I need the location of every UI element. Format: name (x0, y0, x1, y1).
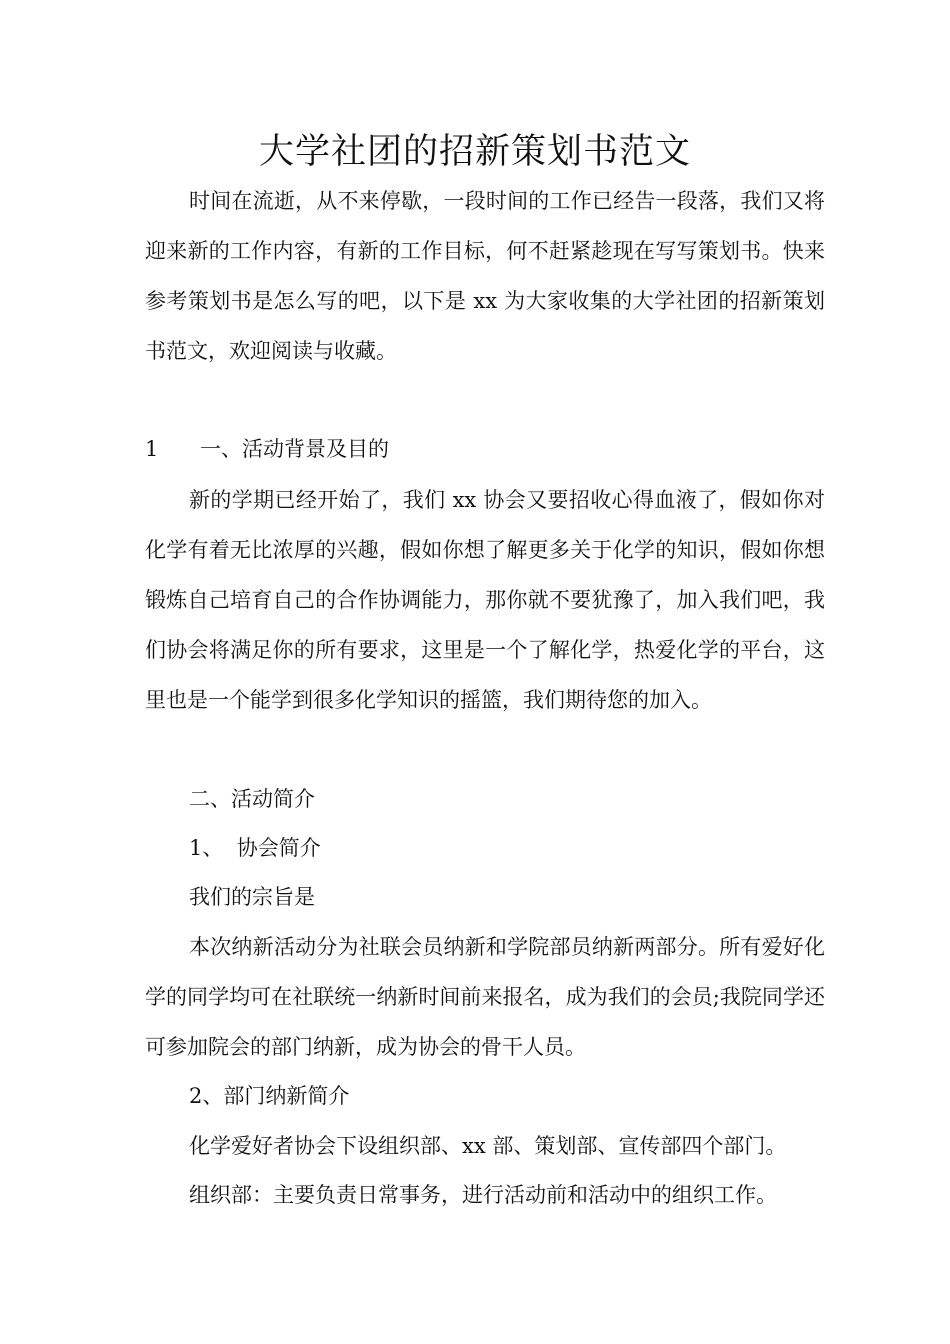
section1-body: 新的学期已经开始了，我们 xx 协会又要招收心得血液了，假如你对化学有着无比浓厚的兴趣，假如你想了解更多关于化学的知识，假如你想锻炼自己培育自己的合作协调能力，那你就不要犹豫了，加入我们吧，我们协会将满足你的所有要求，这里是一个了解化学，热爱化学的平台，这里也是一个能学到很多化学知识的摇篮，我们期待您的加入。 (145, 488, 825, 712)
section2-sub2-line2: 组织部：主要负责日常事务，进行活动前和活动中的组织工作。 (189, 1183, 777, 1207)
section2-sub1-body: 本次纳新活动分为社联会员纳新和学院部员纳新两部分。所有爱好化学的同学均可在社联统一纳新时间前来报名，成为我们的会员;我院同学还可参加院会的部门纳新，成为协会的骨干人员。 (145, 935, 825, 1059)
document-title: 大学社团的招新策划书范文 (258, 132, 691, 172)
intro-paragraph: 时间在流逝，从不来停歇，一段时间的工作已经告一段落，我们又将迎来新的工作内容，有新的工作目标，何不赶紧趁现在写写策划书。快来参考策划书是怎么写的吧，以下是 xx 为大家收集的大学社团的招新策划书范文，欢迎阅读与收藏。 (145, 189, 825, 363)
section2-sub2-heading: 2、部门纳新简介 (189, 1084, 350, 1108)
section1-heading: 一、活动背景及目的 (200, 437, 389, 461)
section2-sub1-line: 我们的宗旨是 (189, 885, 315, 909)
section1-number: 1 (145, 437, 159, 461)
section2-sub1-heading: 1、 协会简介 (189, 836, 321, 860)
section2-sub2-line1: 化学爱好者协会下设组织部、xx 部、策划部、宣传部四个部门。 (189, 1134, 787, 1158)
section2-heading: 二、活动简介 (189, 787, 315, 811)
